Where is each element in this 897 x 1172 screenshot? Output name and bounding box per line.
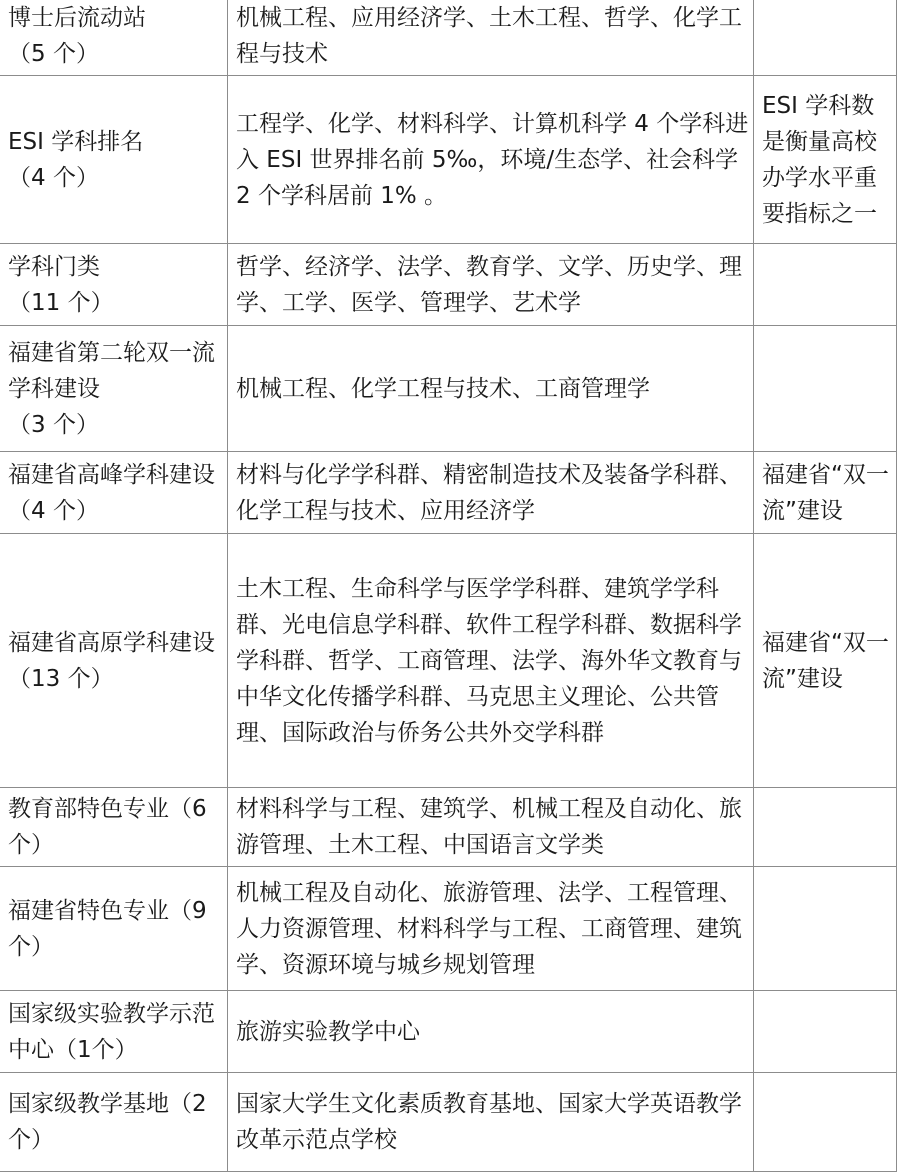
content-cell: 旅游实验教学中心 bbox=[228, 991, 754, 1073]
category-cell bbox=[0, 326, 228, 452]
category-count: （11 个） bbox=[8, 289, 114, 316]
table-row bbox=[0, 1073, 897, 1172]
table-row bbox=[0, 76, 897, 244]
category-label: 福建省第二轮双一流学科建设 bbox=[8, 339, 215, 402]
category-cell bbox=[0, 788, 228, 867]
category-count: （4 个） bbox=[8, 164, 99, 191]
content-cell: 机械工程、应用经济学、土木工程、哲学、化学工程与技术 bbox=[228, 0, 754, 76]
category-cell bbox=[0, 534, 228, 788]
category-label: 福建省高峰学科建设（4 个） bbox=[8, 461, 215, 524]
category-label: 教育部特色专业（6 个） bbox=[8, 796, 207, 858]
table-row bbox=[0, 244, 897, 326]
category-cell bbox=[0, 244, 228, 326]
note-cell bbox=[754, 244, 897, 326]
table-row bbox=[0, 452, 897, 534]
content-cell: 土木工程、生命科学与医学学科群、建筑学学科群、光电信息学科群、软件工程学科群、数据科学学科群、哲学、工商管理、法学、海外华文教育与中华文化传播学科群、马克思主义理论、公共管理、国际政治与侨务公共外交学科群 bbox=[228, 534, 754, 788]
table-row bbox=[0, 991, 897, 1073]
note-cell bbox=[754, 452, 897, 534]
table-row bbox=[0, 788, 897, 867]
note-cell bbox=[754, 788, 897, 867]
category-count: （5 个） bbox=[8, 41, 99, 67]
table-row bbox=[0, 534, 897, 788]
category-cell bbox=[0, 0, 228, 76]
content-cell: 哲学、经济学、法学、教育学、文学、历史学、理学、工学、医学、管理学、艺术学 bbox=[228, 244, 754, 326]
category-label: 博士后流动站 bbox=[8, 5, 146, 31]
category-cell bbox=[0, 1073, 228, 1172]
content-cell: 机械工程、化学工程与技术、工商管理学 bbox=[228, 326, 754, 452]
category-cell bbox=[0, 867, 228, 991]
note-cell bbox=[754, 534, 897, 788]
category-cell bbox=[0, 76, 228, 244]
content-cell: 机械工程及自动化、旅游管理、法学、工程管理、人力资源管理、材料科学与工程、工商管理、建筑学、资源环境与城乡规划管理 bbox=[228, 867, 754, 991]
table-row bbox=[0, 0, 897, 76]
category-label: 学科门类 bbox=[8, 253, 100, 280]
category-cell bbox=[0, 991, 228, 1073]
category-label: 国家级教学基地（2 个） bbox=[8, 1091, 207, 1153]
note-text: 福建省“双一流”建设 bbox=[762, 461, 889, 524]
category-label: 福建省特色专业（9 个） bbox=[8, 897, 207, 960]
category-label: ESI 学科排名 bbox=[8, 128, 144, 155]
category-label: 福建省高原学科建设（13 个） bbox=[8, 629, 215, 692]
note-cell bbox=[754, 867, 897, 991]
content-cell: 材料科学与工程、建筑学、机械工程及自动化、旅游管理、土木工程、中国语言文学类 bbox=[228, 788, 754, 867]
note-cell bbox=[754, 0, 897, 76]
category-count: （3 个） bbox=[8, 411, 99, 438]
note-cell bbox=[754, 76, 897, 244]
note-text: 福建省“双一流”建设 bbox=[762, 629, 889, 692]
content-cell: 工程学、化学、材料科学、计算机科学 4 个学科进入 ESI 世界排名前 5‰，环境/生态学、社会科学 2 个学科居前 1% 。 bbox=[228, 76, 754, 244]
note-cell bbox=[754, 991, 897, 1073]
note-text: ESI 学科数是衡量高校办学水平重要指标之一 bbox=[762, 92, 877, 227]
category-cell bbox=[0, 452, 228, 534]
table-row bbox=[0, 326, 897, 452]
note-cell bbox=[754, 1073, 897, 1172]
table-row bbox=[0, 867, 897, 991]
category-label: 国家级实验教学示范中心（1个） bbox=[8, 1000, 215, 1063]
note-cell bbox=[754, 326, 897, 452]
content-cell: 国家大学生文化素质教育基地、国家大学英语教学改革示范点学校 bbox=[228, 1073, 754, 1172]
content-cell: 材料与化学学科群、精密制造技术及装备学科群、化学工程与技术、应用经济学 bbox=[228, 452, 754, 534]
